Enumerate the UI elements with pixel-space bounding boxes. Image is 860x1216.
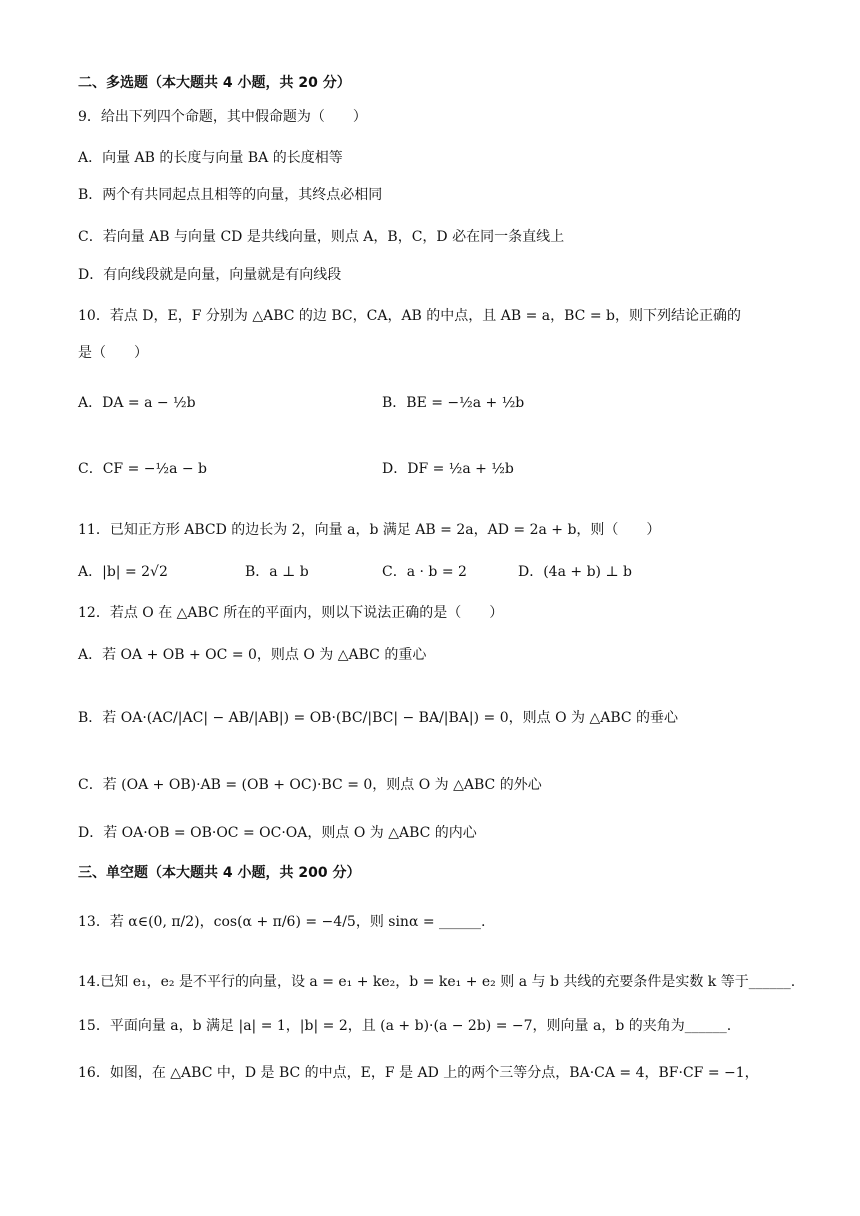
- q13-text: 13．若 α∈(0, π/2)，cos(α + π/6) = −4/5，则 sinα = ______.: [78, 914, 486, 930]
- q11-option-d: D．(4a + b) ⊥ b: [518, 564, 633, 580]
- q12-option-c: C．若 (OA + OB)·AB = (OB + OC)·BC = 0，则点 O 为 △ABC 的外心: [78, 777, 542, 793]
- q10-stem-line1: 10．若点 D，E，F 分别为 △ABC 的边 BC，CA，AB 的中点，且 AB = a，BC = b，则下列结论正确的: [78, 308, 741, 324]
- q11-option-b: B．a ⊥ b: [245, 564, 309, 580]
- q15-text: 15．平面向量 a，b 满足 |a| = 1，|b| = 2，且 (a + b)·(a − 2b) = −7，则向量 a，b 的夹角为______.: [78, 1018, 732, 1034]
- q14-text: 14.已知 e₁，e₂ 是不平行的向量，设 a = e₁ + ke₂，b = ke₁ + e₂ 则 a 与 b 共线的充要条件是实数 k 等于______.: [78, 974, 796, 990]
- q12-stem: 12．若点 O 在 △ABC 所在的平面内，则以下说法正确的是（ ）: [78, 605, 504, 621]
- q10-option-c: C．CF = −½a − b: [78, 461, 208, 477]
- q11-option-a: A．|b| = 2√2: [78, 564, 168, 580]
- q9-option-a: A．向量 AB 的长度与向量 BA 的长度相等: [78, 150, 343, 166]
- q12-option-d: D．若 OA·OB = OB·OC = OC·OA，则点 O 为 △ABC 的内心: [78, 825, 477, 841]
- q9-option-c: C．若向量 AB 与向量 CD 是共线向量，则点 A，B，C，D 必在同一条直线上: [78, 229, 565, 245]
- q11-option-c: C．a · b = 2: [382, 564, 467, 580]
- q10-option-d: D．DF = ½a + ½b: [382, 461, 514, 477]
- q9-option-b: B．两个有共同起点且相等的向量，其终点必相同: [78, 187, 383, 203]
- q11-stem: 11．已知正方形 ABCD 的边长为 2，向量 a，b 满足 AB = 2a，AD = 2a + b，则（ ）: [78, 522, 661, 538]
- q12-option-a: A．若 OA + OB + OC = 0，则点 O 为 △ABC 的重心: [78, 647, 427, 663]
- q16-text: 16．如图，在 △ABC 中，D 是 BC 的中点，E，F 是 AD 上的两个三等分点，BA·CA = 4，BF·CF = −1，: [78, 1065, 759, 1081]
- section3-title: 三、单空题（本大题共 4 小题，共 200 分）: [78, 865, 361, 881]
- q10-option-a: A．DA = a − ½b: [78, 395, 196, 411]
- q12-option-b: B．若 OA·(AC/|AC| − AB/|AB|) = OB·(BC/|BC| − BA/|BA|) = 0，则点 O 为 △ABC 的垂心: [78, 710, 679, 726]
- q10-stem-line2: 是（ ）: [78, 345, 148, 361]
- q9-option-d: D．有向线段就是向量，向量就是有向线段: [78, 267, 342, 283]
- q9-stem: 9．给出下列四个命题，其中假命题为（ ）: [78, 109, 367, 125]
- q10-option-b: B．BE = −½a + ½b: [382, 395, 525, 411]
- section2-title: 二、多选题（本大题共 4 小题，共 20 分）: [78, 75, 351, 91]
